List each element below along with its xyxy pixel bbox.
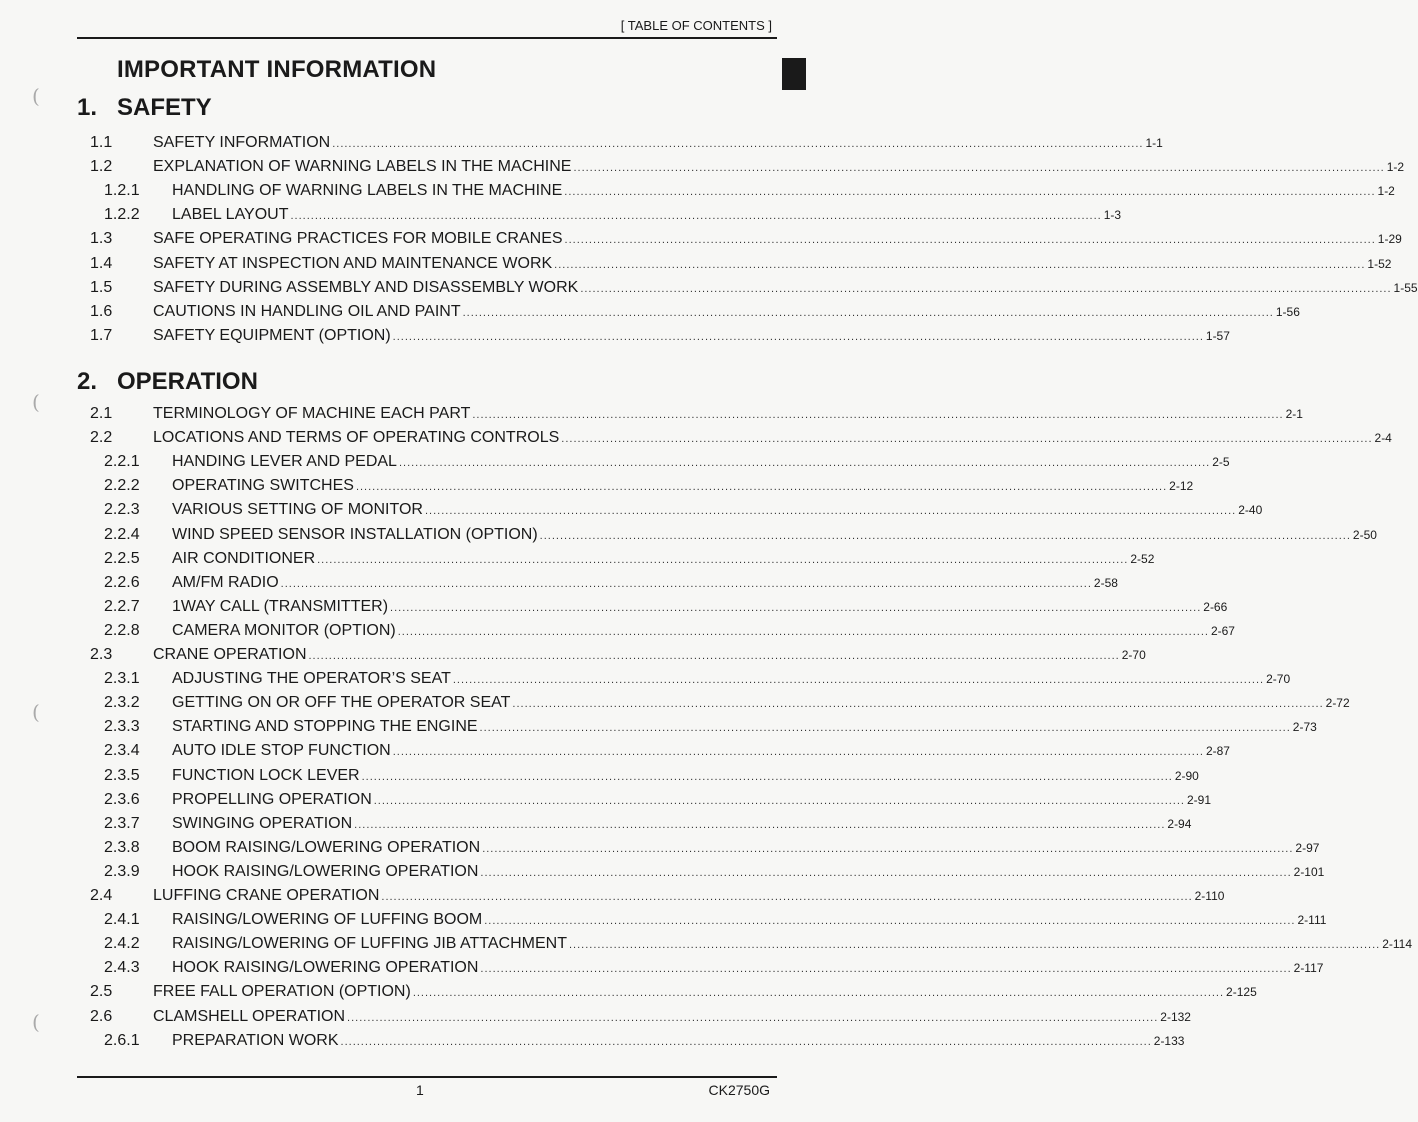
toc-entry-line [153, 1005, 1191, 1030]
toc-entry-page: 1-57 [1205, 328, 1230, 343]
section-heading [77, 368, 258, 396]
page-title: IMPORTANT INFORMATION [117, 56, 437, 83]
toc-entry-page: 1-56 [1275, 304, 1300, 319]
toc-entry-number: 2.4.1 [104, 911, 140, 929]
toc-entry-title: TERMINOLOGY OF MACHINE EACH PART [153, 405, 471, 422]
toc-entry-line [172, 860, 1325, 885]
dot-leader: ........................................................................................................................................................................................................ [568, 939, 1381, 952]
dot-leader: ........................................................................................................................................................................................................ [480, 963, 1292, 976]
dot-leader: ........................................................................................................................................................................................................ [317, 553, 1129, 566]
toc-entry-line [153, 643, 1146, 668]
toc-entry[interactable] [0, 426, 1392, 450]
toc-entry-number: 1.3 [90, 230, 113, 248]
toc-entry[interactable] [0, 203, 1122, 227]
toc-entry-page: 1-2 [1386, 160, 1405, 175]
toc-entry-line [153, 980, 1257, 1005]
toc-entry-line [153, 884, 1225, 909]
toc-entry-number: 1.2.2 [104, 206, 140, 224]
toc-entry-number: 2.2 [90, 429, 113, 447]
toc-entry-number: 2.3.5 [104, 766, 140, 784]
dot-leader: ........................................................................................................................................................................................................ [580, 282, 1392, 295]
toc-entry[interactable] [0, 402, 1303, 426]
toc-entry[interactable] [0, 908, 1327, 932]
toc-entry-title: STARTING AND STOPPING THE ENGINE [172, 718, 478, 736]
toc-entry-line [172, 739, 1230, 764]
toc-entry[interactable] [0, 956, 1324, 980]
toc-entry-number: 2.5 [90, 983, 113, 1001]
toc-entry-number: 2.3.3 [104, 718, 140, 736]
toc-entry[interactable] [0, 643, 1146, 667]
toc-entry-number: 1.2 [90, 158, 113, 176]
toc-entry[interactable] [0, 498, 1263, 522]
toc-entry-title: LUFFING CRANE OPERATION [153, 887, 380, 904]
toc-entry-title: HANDLING OF WARNING LABELS IN THE MACHINE [172, 182, 563, 200]
dot-leader: ........................................................................................................................................................................................................ [512, 698, 1324, 711]
toc-entry[interactable] [0, 884, 1225, 908]
toc-entry-page: 2-70 [1266, 672, 1291, 687]
toc-entry[interactable] [0, 860, 1325, 884]
header-rule [77, 37, 777, 39]
toc-entry[interactable] [0, 691, 1350, 715]
toc-entry-page: 2-90 [1174, 768, 1199, 783]
toc-entry-line [172, 474, 1194, 499]
toc-entry-number: 2.2.4 [104, 525, 140, 543]
toc-entry-title: RAISING/LOWERING OF LUFFING JIB ATTACHMENT [172, 935, 567, 953]
toc-entry-number: 2.3.4 [104, 742, 140, 760]
toc-entry[interactable] [0, 812, 1192, 836]
toc-entry-number: 2.1 [90, 405, 113, 422]
toc-entry-page: 2-91 [1186, 792, 1212, 807]
toc-entry-number: 2.3.9 [104, 862, 140, 880]
toc-entry-line [172, 956, 1324, 981]
dot-leader: ........................................................................................................................................................................................................ [397, 625, 1209, 638]
toc-entry-page: 1-1 [1145, 136, 1163, 150]
toc-entry[interactable] [0, 739, 1230, 763]
toc-entry-title: RAISING/LOWERING OF LUFFING BOOM [172, 911, 483, 929]
footer-model-code: CK2750G [708, 1082, 770, 1098]
toc-entry[interactable] [0, 619, 1235, 643]
dot-leader: ........................................................................................................................................................................................................ [412, 987, 1225, 1000]
toc-entry-number: 1.7 [90, 326, 113, 344]
toc-entry-line [172, 523, 1377, 548]
dot-leader: ........................................................................................................................................................................................................ [539, 529, 1351, 542]
toc-entry-number: 2.2.1 [104, 453, 140, 471]
toc-entry-title: PREPARATION WORK [172, 1031, 339, 1049]
toc-entry-number: 1.4 [90, 254, 113, 272]
dot-leader: ........................................................................................................................................................................................................ [354, 818, 1166, 831]
dot-leader: ........................................................................................................................................................................................................ [424, 505, 1237, 518]
toc-entry-title: HOOK RAISING/LOWERING OPERATION [172, 862, 479, 880]
toc-entry-number: 2.3.6 [104, 790, 140, 808]
toc-entry[interactable] [0, 300, 1300, 324]
dot-leader: ........................................................................................................................................................................................................ [561, 433, 1373, 446]
toc-entry[interactable] [0, 595, 1228, 619]
toc-entry-page: 2-67 [1210, 623, 1235, 638]
binding-hole-mark: ( [32, 1010, 40, 1034]
toc-entry-page: 1-29 [1377, 232, 1402, 247]
toc-entry[interactable] [0, 324, 1230, 348]
toc-entry-page: 2-4 [1374, 431, 1392, 446]
toc-entry[interactable] [0, 788, 1212, 812]
toc-entry-title: FUNCTION LOCK LEVER [172, 766, 360, 784]
dot-leader: ........................................................................................................................................................................................................ [452, 674, 1265, 687]
toc-entry-line [172, 179, 1395, 204]
toc-entry-number: 2.3.2 [104, 694, 140, 712]
toc-entry-title: CLAMSHELL OPERATION [153, 1007, 346, 1025]
toc-entry-line [153, 276, 1418, 301]
toc-entry-title: EXPLANATION OF WARNING LABELS IN THE MACHINE [153, 158, 572, 176]
toc-entry-line [172, 203, 1122, 228]
toc-entry-line [172, 691, 1350, 716]
toc-entry-title: AM/FM RADIO [172, 573, 279, 591]
toc-entry-line [172, 788, 1212, 813]
dot-leader: ........................................................................................................................................................................................................ [290, 210, 1102, 223]
binding-hole-mark: ( [32, 390, 40, 414]
toc-entry-number: 2.3 [90, 646, 113, 663]
toc-entry-title: SAFE OPERATING PRACTICES FOR MOBILE CRANES [153, 230, 563, 248]
toc-entry[interactable] [0, 980, 1257, 1004]
toc-entry-number: 2.6.1 [104, 1031, 140, 1049]
toc-entry-number: 2.3.8 [104, 838, 140, 856]
toc-entry-title: CRANE OPERATION [153, 646, 307, 663]
toc-entry-page: 2-94 [1167, 816, 1192, 831]
section-title: SAFETY [117, 94, 212, 121]
toc-entry-title: GETTING ON OR OFF THE OPERATOR SEAT [172, 694, 511, 712]
dot-leader: ........................................................................................................................................................................................................ [332, 138, 1144, 150]
dot-leader: ........................................................................................................................................................................................................ [392, 746, 1204, 759]
toc-entry-page: 2-5 [1212, 455, 1230, 470]
toc-entry-line [153, 402, 1303, 427]
toc-entry-page: 2-12 [1169, 479, 1194, 494]
dot-leader: ........................................................................................................................................................................................................ [280, 577, 1092, 590]
toc-entry-line [153, 300, 1300, 325]
toc-entry-line [172, 908, 1327, 933]
toc-entry-number: 2.2.3 [104, 501, 140, 519]
toc-entry-line [172, 932, 1413, 957]
dot-leader: ........................................................................................................................................................................................................ [390, 601, 1202, 614]
toc-entry-line [172, 619, 1235, 644]
toc-entry-line [172, 715, 1317, 740]
toc-entry[interactable] [0, 252, 1392, 276]
toc-entry-line [153, 252, 1392, 277]
toc-entry-title: AUTO IDLE STOP FUNCTION [172, 742, 391, 760]
dot-leader: ........................................................................................................................................................................................................ [361, 770, 1173, 783]
toc-entry-number: 2.6 [90, 1007, 113, 1025]
toc-entry-title: WIND SPEED SENSOR INSTALLATION (OPTION) [172, 525, 538, 543]
toc-entry[interactable] [0, 131, 1163, 155]
dot-leader: ........................................................................................................................................................................................................ [573, 162, 1385, 175]
toc-entry-number: 2.2.7 [104, 597, 140, 615]
toc-entry-line [172, 667, 1291, 692]
toc-entry-number: 2.2.2 [104, 477, 140, 495]
toc-entry-page: 1-2 [1377, 184, 1395, 199]
toc-entry-line [153, 227, 1402, 252]
toc-entry-page: 2-1 [1285, 407, 1303, 421]
binding-hole-mark: ( [32, 84, 40, 108]
dot-leader: ........................................................................................................................................................................................................ [381, 891, 1193, 903]
toc-entry-line [172, 764, 1199, 789]
header-label: [ TABLE OF CONTENTS ] [620, 18, 772, 33]
toc-entry-line [172, 547, 1155, 572]
toc-entry-number: 2.4.3 [104, 959, 140, 977]
toc-entry-number: 2.3.1 [104, 670, 140, 688]
toc-entry-line [172, 595, 1228, 620]
toc-entry[interactable] [0, 276, 1418, 300]
toc-entry-number: 2.2.8 [104, 621, 140, 639]
toc-entry-page: 2-52 [1130, 551, 1155, 566]
toc-entry-number: 1.6 [90, 302, 113, 320]
toc-entry-number: 2.3.7 [104, 814, 140, 832]
toc-entry-title: SAFETY DURING ASSEMBLY AND DISASSEMBLY WORK [153, 278, 579, 296]
dot-leader: ........................................................................................................................................................................................................ [462, 306, 1274, 319]
toc-entry-title: CAMERA MONITOR (OPTION) [172, 621, 396, 639]
toc-entry[interactable] [0, 155, 1405, 179]
dot-leader: ........................................................................................................................................................................................................ [340, 1035, 1152, 1048]
dot-leader: ........................................................................................................................................................................................................ [482, 842, 1294, 855]
toc-entry-line [153, 426, 1392, 451]
dot-leader: ........................................................................................................................................................................................................ [347, 1011, 1159, 1024]
toc-entry-line [172, 1029, 1185, 1054]
toc-entry-number: 2.2.5 [104, 549, 140, 567]
toc-entry-page: 2-133 [1153, 1033, 1185, 1048]
toc-entry-number: 2.2.6 [104, 573, 140, 591]
dot-leader: ........................................................................................................................................................................................................ [564, 234, 1376, 247]
toc-entry-line [172, 450, 1230, 475]
toc-entry-line [153, 324, 1230, 349]
toc-entry-line [172, 498, 1263, 523]
toc-entry-page: 2-73 [1292, 720, 1317, 735]
footer-page-number: 1 [416, 1082, 424, 1098]
dot-leader: ........................................................................................................................................................................................................ [554, 258, 1366, 271]
toc-entry-number: 2.4 [90, 887, 113, 904]
toc-entry-title: HOOK RAISING/LOWERING OPERATION [172, 959, 479, 977]
dot-leader: ........................................................................................................................................................................................................ [355, 481, 1168, 494]
toc-entry-title: LABEL LAYOUT [172, 206, 289, 224]
toc-entry-title: LOCATIONS AND TERMS OF OPERATING CONTROLS [153, 429, 560, 447]
toc-entry-number: 1.1 [90, 134, 113, 151]
dot-leader: ........................................................................................................................................................................................................ [484, 915, 1296, 928]
dot-leader: ........................................................................................................................................................................................................ [479, 722, 1291, 735]
dot-leader: ........................................................................................................................................................................................................ [308, 650, 1120, 662]
toc-entry[interactable] [0, 715, 1317, 739]
toc-entry-title: CAUTIONS IN HANDLING OIL AND PAINT [153, 302, 461, 320]
toc-entry[interactable] [0, 523, 1377, 547]
toc-entry-title: VARIOUS SETTING OF MONITOR [172, 501, 423, 519]
toc-entry-page: 2-101 [1293, 864, 1325, 879]
toc-entry-page: 2-72 [1325, 696, 1350, 711]
section-number: 1. [77, 94, 98, 121]
toc-entry[interactable] [0, 1029, 1185, 1053]
toc-entry[interactable] [0, 667, 1291, 691]
toc-entry-page: 2-40 [1238, 503, 1263, 518]
toc-entry-page: 2-125 [1226, 985, 1257, 1000]
dot-leader: ........................................................................................................................................................................................................ [564, 186, 1376, 199]
toc-entry-page: 2-97 [1295, 840, 1320, 855]
toc-entry-page: 2-58 [1093, 575, 1118, 590]
toc-entry[interactable] [0, 547, 1155, 571]
toc-entry-page: 2-70 [1121, 648, 1146, 662]
dot-leader: ........................................................................................................................................................................................................ [392, 330, 1204, 343]
toc-entry[interactable] [0, 179, 1395, 203]
toc-entry[interactable] [0, 1005, 1191, 1029]
toc-entry-page: 2-50 [1352, 527, 1377, 542]
toc-entry-number: 1.2.1 [104, 182, 140, 200]
toc-entry-title: AIR CONDITIONER [172, 549, 316, 567]
toc-entry-title: SAFETY AT INSPECTION AND MAINTENANCE WORK [153, 254, 553, 272]
toc-entry-page: 1-52 [1367, 256, 1392, 271]
toc-entry-page: 2-87 [1205, 744, 1230, 759]
toc-entry-title: SWINGING OPERATION [172, 814, 353, 832]
toc-entry-number: 2.4.2 [104, 935, 140, 953]
dot-leader: ........................................................................................................................................................................................................ [480, 866, 1292, 879]
binding-hole-mark: ( [32, 700, 40, 724]
toc-entry-page: 2-132 [1160, 1009, 1191, 1024]
toc-entry-title: PROPELLING OPERATION [172, 790, 372, 808]
toc-entry-line [172, 836, 1320, 861]
toc-entry[interactable] [0, 474, 1194, 498]
toc-entry[interactable] [0, 227, 1402, 251]
toc-entry-line [172, 571, 1118, 596]
toc-entry[interactable] [0, 571, 1118, 595]
dot-leader: ........................................................................................................................................................................................................ [373, 794, 1185, 807]
toc-entry-page: 1-3 [1103, 208, 1122, 223]
toc-entry[interactable] [0, 450, 1230, 474]
toc-entry-line [153, 131, 1163, 156]
toc-entry-page: 2-117 [1293, 961, 1324, 976]
toc-entry-line [172, 812, 1192, 837]
toc-entry-page: 2-111 [1297, 913, 1327, 928]
footer-rule [77, 1076, 777, 1078]
toc-entry-title: 1WAY CALL (TRANSMITTER) [172, 597, 389, 615]
toc-entry-title: SAFETY INFORMATION [153, 134, 331, 151]
section-heading [77, 94, 212, 122]
toc-entry[interactable] [0, 764, 1199, 788]
toc-entry-title: BOOM RAISING/LOWERING OPERATION [172, 838, 481, 856]
toc-entry-title: HANDING LEVER AND PEDAL [172, 453, 397, 471]
toc-entry-number: 1.5 [90, 278, 113, 296]
dot-leader: ........................................................................................................................................................................................................ [472, 409, 1284, 421]
toc-entry-page: 1-55 [1393, 280, 1418, 295]
toc-entry[interactable] [0, 836, 1320, 860]
section-number: 2. [77, 368, 98, 395]
toc-entry-page: 2-114 [1382, 937, 1413, 952]
toc-entry-title: FREE FALL OPERATION (OPTION) [153, 983, 411, 1001]
toc-entry-title: OPERATING SWITCHES [172, 477, 354, 495]
section-tab-marker [782, 58, 806, 90]
toc-entry[interactable] [0, 932, 1413, 956]
toc-entry-title: ADJUSTING THE OPERATOR’S SEAT [172, 670, 451, 688]
toc-entry-line [153, 155, 1405, 180]
toc-entry-title: SAFETY EQUIPMENT (OPTION) [153, 326, 391, 344]
section-title: OPERATION [117, 368, 258, 395]
toc-entry-page: 2-66 [1203, 599, 1228, 614]
toc-entry-page: 2-110 [1194, 889, 1225, 903]
dot-leader: ........................................................................................................................................................................................................ [398, 457, 1211, 470]
